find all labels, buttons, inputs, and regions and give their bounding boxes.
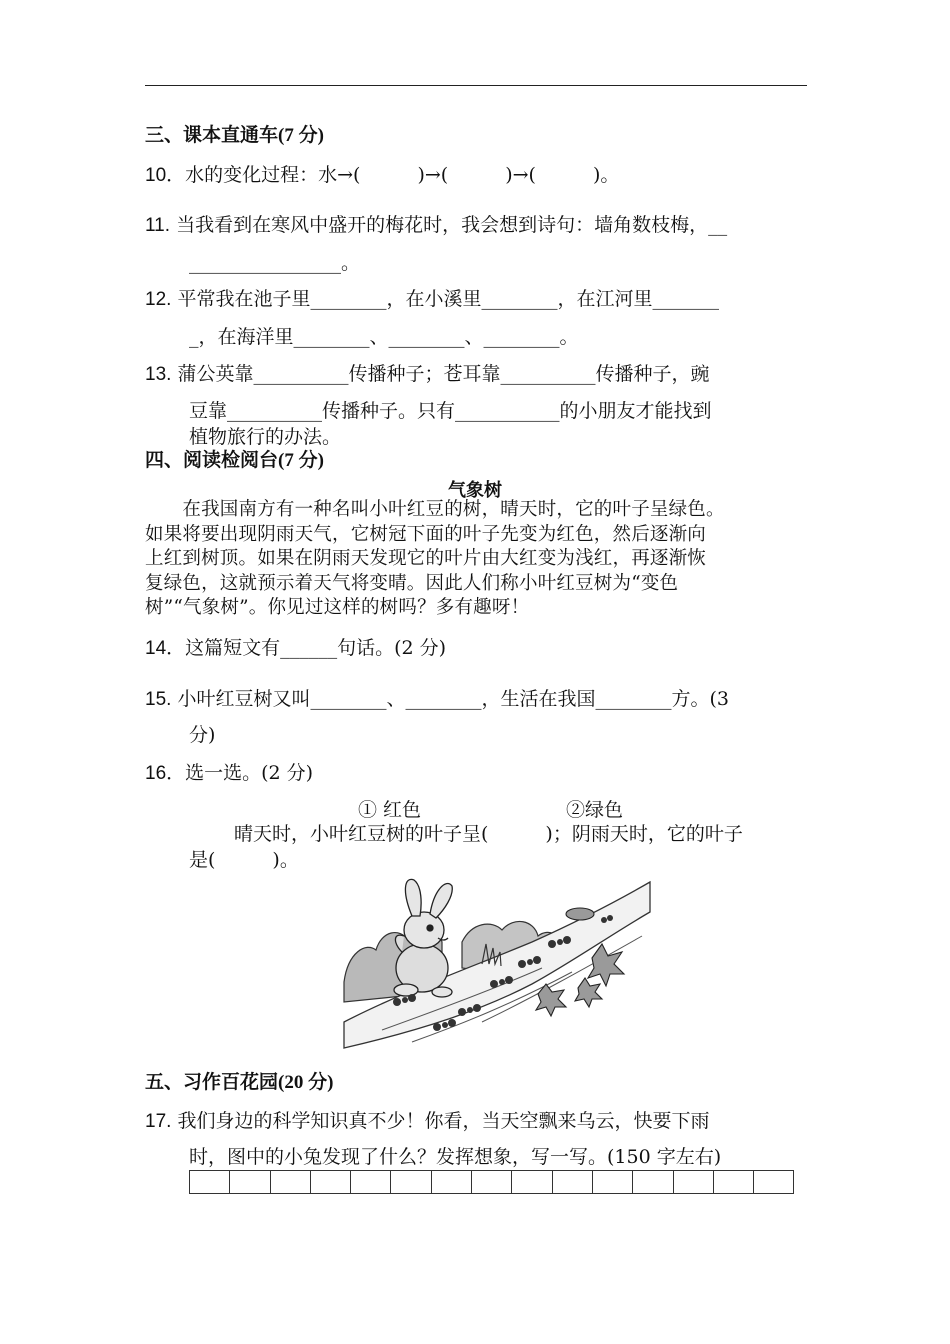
question-text: 当我看到在寒风中盛开的梅花时，我会想到诗句：墙角数枝梅，__ xyxy=(176,214,728,236)
writing-grid[interactable] xyxy=(189,1170,794,1194)
question-text: 选一选。(2 分) xyxy=(185,762,314,784)
writing-grid-cell[interactable] xyxy=(230,1170,270,1194)
question-text: 这篇短文有______句话。(2 分) xyxy=(185,637,447,659)
question-number: 12. xyxy=(145,289,172,310)
writing-grid-cell[interactable] xyxy=(190,1170,230,1194)
writing-grid-cell[interactable] xyxy=(271,1170,311,1194)
question-text: 蒲公英靠__________传播种子；苍耳靠__________传播种子，豌 xyxy=(177,363,710,385)
writing-grid-cell[interactable] xyxy=(311,1170,351,1194)
question-14 xyxy=(145,637,446,660)
question-12-line2: _，在海洋里________、________、________。 xyxy=(189,326,579,348)
question-text: 水的变化过程：水→( )→( )→( )。 xyxy=(185,164,620,186)
question-16-line2: 是( )。 xyxy=(189,849,299,871)
question-number: 13. xyxy=(145,364,172,385)
writing-grid-cell[interactable] xyxy=(553,1170,593,1194)
writing-grid-cell[interactable] xyxy=(714,1170,754,1194)
option-red: ① 红色 xyxy=(358,799,422,821)
question-text: 小叶红豆树又叫________、________，生活在我国________方。(3 xyxy=(177,688,729,710)
question-17-line2: 时，图中的小兔发现了什么？发挥想象，写一写。(150 字左右) xyxy=(189,1146,722,1168)
writing-grid-cell[interactable] xyxy=(593,1170,633,1194)
passage-line: 树”“气象树”。你见过这样的树吗？多有趣呀！ xyxy=(145,597,530,618)
writing-grid-cell[interactable] xyxy=(351,1170,391,1194)
passage-title: 气象树 xyxy=(448,480,502,501)
writing-grid-cell[interactable] xyxy=(391,1170,431,1194)
passage-line: 在我国南方有一种名叫小叶红豆的树，晴天时，它的叶子呈绿色。 xyxy=(145,499,725,520)
question-number: 14． xyxy=(145,638,186,659)
question-13 xyxy=(145,363,709,386)
writing-grid-cell[interactable] xyxy=(633,1170,673,1194)
passage-line: 上红到树顶。如果在阴雨天发现它的叶片由大红变为浅红，再逐渐恢 xyxy=(145,548,707,569)
writing-grid-cell[interactable] xyxy=(674,1170,714,1194)
rabbit-ants-illustration xyxy=(342,872,652,1060)
section-5-title: 五、习作百花园(20 分) xyxy=(145,1072,334,1093)
question-16-line1: 晴天时，小叶红豆树的叶子呈( )；阴雨天时，它的叶子 xyxy=(234,823,743,845)
question-text: 平常我在池子里________，在小溪里________，在江河里_______ xyxy=(177,288,719,310)
question-10 xyxy=(145,164,619,187)
header-rule xyxy=(145,85,807,86)
passage-line: 如果将要出现阴雨天气，它树冠下面的叶子先变为红色，然后逐渐向 xyxy=(145,523,707,545)
question-number: 11. xyxy=(145,215,171,236)
writing-grid-cell[interactable] xyxy=(432,1170,472,1194)
question-15 xyxy=(145,688,729,711)
question-15-line2: 分) xyxy=(189,724,216,746)
question-text: 我们身边的科学知识真不少！你看，当天空飘来乌云，快要下雨 xyxy=(177,1110,710,1132)
question-number: 17. xyxy=(145,1111,172,1132)
section-4-title: 四、阅读检阅台(7 分) xyxy=(145,450,324,471)
question-13-line3: 植物旅行的办法。 xyxy=(189,426,342,448)
question-13-line2: 豆靠__________传播种子。只有___________的小朋友才能找到 xyxy=(189,400,712,422)
writing-grid-cell[interactable] xyxy=(472,1170,512,1194)
writing-grid-cell[interactable] xyxy=(512,1170,552,1194)
writing-grid-cell[interactable] xyxy=(754,1170,794,1194)
question-number: 10． xyxy=(145,165,186,186)
section-3-title: 三、课本直通车(7 分) xyxy=(145,125,324,146)
passage-body xyxy=(145,498,810,621)
question-11-line2: ________________。 xyxy=(189,252,361,274)
question-16 xyxy=(145,762,313,785)
option-green: ②绿色 xyxy=(566,799,624,821)
question-12 xyxy=(145,288,719,311)
question-11 xyxy=(145,214,727,237)
passage-line: 复绿色，这就预示着天气将变晴。因此人们称小叶红豆树为“变色 xyxy=(145,572,679,594)
question-number: 15. xyxy=(145,689,172,710)
question-number: 16． xyxy=(145,763,186,784)
question-17 xyxy=(145,1110,709,1133)
